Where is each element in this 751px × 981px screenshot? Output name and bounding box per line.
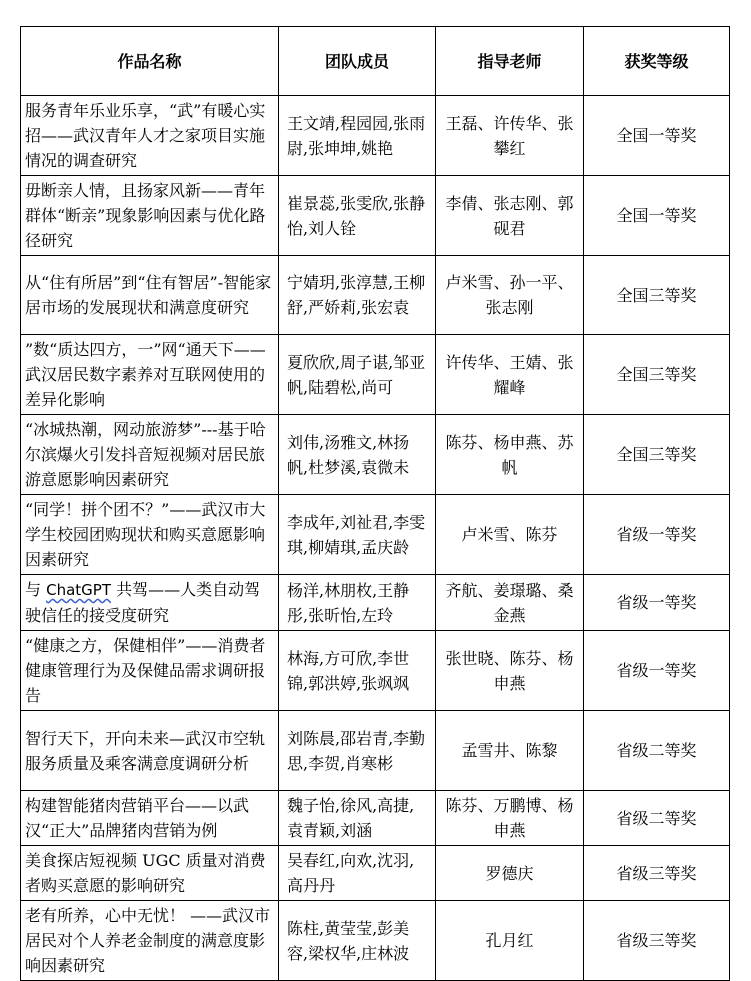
work-name-suffix: 共驾——人类自动驾驶信任的接受度研究 (25, 580, 261, 625)
work-name-cell: 老有所养，心中无忧！ ——武汉市居民对个人养老金制度的满意度影响因素研究 (21, 901, 279, 981)
award-level-cell: 省级二等奖 (584, 711, 730, 791)
team-members-cell: 王文靖,程园园,张雨尉,张坤坤,姚艳 (279, 96, 436, 176)
work-name-cell (21, 575, 279, 631)
work-name-cell: “健康之方，保健相伴”——消费者健康管理行为及保健品需求调研报告 (21, 631, 279, 711)
advisor-cell: 卢米雪、孙一平、张志刚 (436, 256, 584, 335)
header-row (21, 27, 730, 96)
team-members-cell: 夏欣欣,周子谌,邹亚帆,陆碧松,尚可 (279, 335, 436, 415)
advisor-cell: 陈芬、杨申燕、苏帆 (436, 415, 584, 495)
team-members-cell: 林海,方可欣,李世锦,郭洪婷,张飒飒 (279, 631, 436, 711)
team-members-cell: 宁婧玥,张淳慧,王柳舒,严娇莉,张宏袁 (279, 256, 436, 335)
table-row (21, 846, 730, 901)
work-name-cell: “同学！拼个团不？”——武汉市大学生校园团购现状和购买意愿影响因素研究 (21, 495, 279, 575)
team-members-cell: 魏子怡,徐风,高捷,袁青颖,刘涵 (279, 791, 436, 846)
team-members-cell: 陈柱,黄莹莹,彭美容,梁权华,庄林波 (279, 901, 436, 981)
advisor-cell: 孟雪井、陈黎 (436, 711, 584, 791)
work-name-cell: 美食探店短视频 UGC 质量对消费者购买意愿的影响研究 (21, 846, 279, 901)
award-level-cell: 省级三等奖 (584, 901, 730, 981)
award-level-cell: 全国一等奖 (584, 176, 730, 256)
advisor-cell: 孔月红 (436, 901, 584, 981)
advisor-cell: 王磊、许传华、张攀红 (436, 96, 584, 176)
advisor-cell: 卢米雪、陈芬 (436, 495, 584, 575)
table-row (21, 335, 730, 415)
table-row (21, 711, 730, 791)
work-name-cell: 智行天下，开向未来—武汉市空轨服务质量及乘客满意度调研分析 (21, 711, 279, 791)
advisor-cell: 陈芬、万鹏博、杨申燕 (436, 791, 584, 846)
team-members-cell: 吴春红,向欢,沈羽,高丹丹 (279, 846, 436, 901)
team-members-cell: 崔景蕊,张雯欣,张静怡,刘人铨 (279, 176, 436, 256)
header-work-name: 作品名称 (21, 27, 279, 96)
advisor-cell: 张世晓、陈芬、杨申燕 (436, 631, 584, 711)
awards-table (20, 26, 730, 981)
award-level-cell: 全国一等奖 (584, 96, 730, 176)
team-members-cell: 李成年,刘祉君,李雯琪,柳婧琪,孟庆龄 (279, 495, 436, 575)
award-level-cell: 全国三等奖 (584, 256, 730, 335)
work-name-cell: 毋断亲人情，且扬家风新——青年群体“断亲”现象影响因素与优化路径研究 (21, 176, 279, 256)
table-row (21, 575, 730, 631)
award-level-cell: 省级三等奖 (584, 846, 730, 901)
table-row (21, 176, 730, 256)
chatgpt-term: ChatGPT (46, 581, 111, 599)
header-advisors: 指导老师 (436, 27, 584, 96)
team-members-cell: 刘伟,汤雅文,林扬帆,杜梦溪,袁微未 (279, 415, 436, 495)
table-row (21, 256, 730, 335)
header-team-members: 团队成员 (279, 27, 436, 96)
table-row (21, 96, 730, 176)
award-level-cell: 省级二等奖 (584, 791, 730, 846)
advisor-cell: 罗德庆 (436, 846, 584, 901)
header-award-level: 获奖等级 (584, 27, 730, 96)
advisor-cell: 齐航、姜璟璐、桑金燕 (436, 575, 584, 631)
work-name-prefix: 与 (25, 580, 47, 599)
table-row (21, 791, 730, 846)
work-name-cell: ”数“质达四方，一”网“通天下——武汉居民数字素养对互联网使用的差异化影响 (21, 335, 279, 415)
work-name-cell: 服务青年乐业乐享，“武”有暖心实招——武汉青年人才之家项目实施情况的调查研究 (21, 96, 279, 176)
work-name-cell: “冰城热潮，网动旅游梦”---基于哈尔滨爆火引发抖音短视频对居民旅游意愿影响因素研究 (21, 415, 279, 495)
advisor-cell: 许传华、王婧、张耀峰 (436, 335, 584, 415)
award-level-cell: 全国三等奖 (584, 335, 730, 415)
work-name-cell: 构建智能猪肉营销平台——以武汉“正大”品牌猪肉营销为例 (21, 791, 279, 846)
team-members-cell: 刘陈晨,邵岩青,李勤思,李贺,肖寒彬 (279, 711, 436, 791)
award-level-cell: 省级一等奖 (584, 575, 730, 631)
team-members-cell: 杨洋,林朋枚,王静彤,张昕怡,左玲 (279, 575, 436, 631)
table-row (21, 901, 730, 981)
award-level-cell: 省级一等奖 (584, 631, 730, 711)
table-row (21, 495, 730, 575)
award-level-cell: 省级一等奖 (584, 495, 730, 575)
table-row (21, 631, 730, 711)
advisor-cell: 李倩、张志刚、郭砚君 (436, 176, 584, 256)
award-level-cell: 全国三等奖 (584, 415, 730, 495)
work-name-cell: 从“住有所居”到“住有智居”-智能家居市场的发展现状和满意度研究 (21, 256, 279, 335)
table-row (21, 415, 730, 495)
